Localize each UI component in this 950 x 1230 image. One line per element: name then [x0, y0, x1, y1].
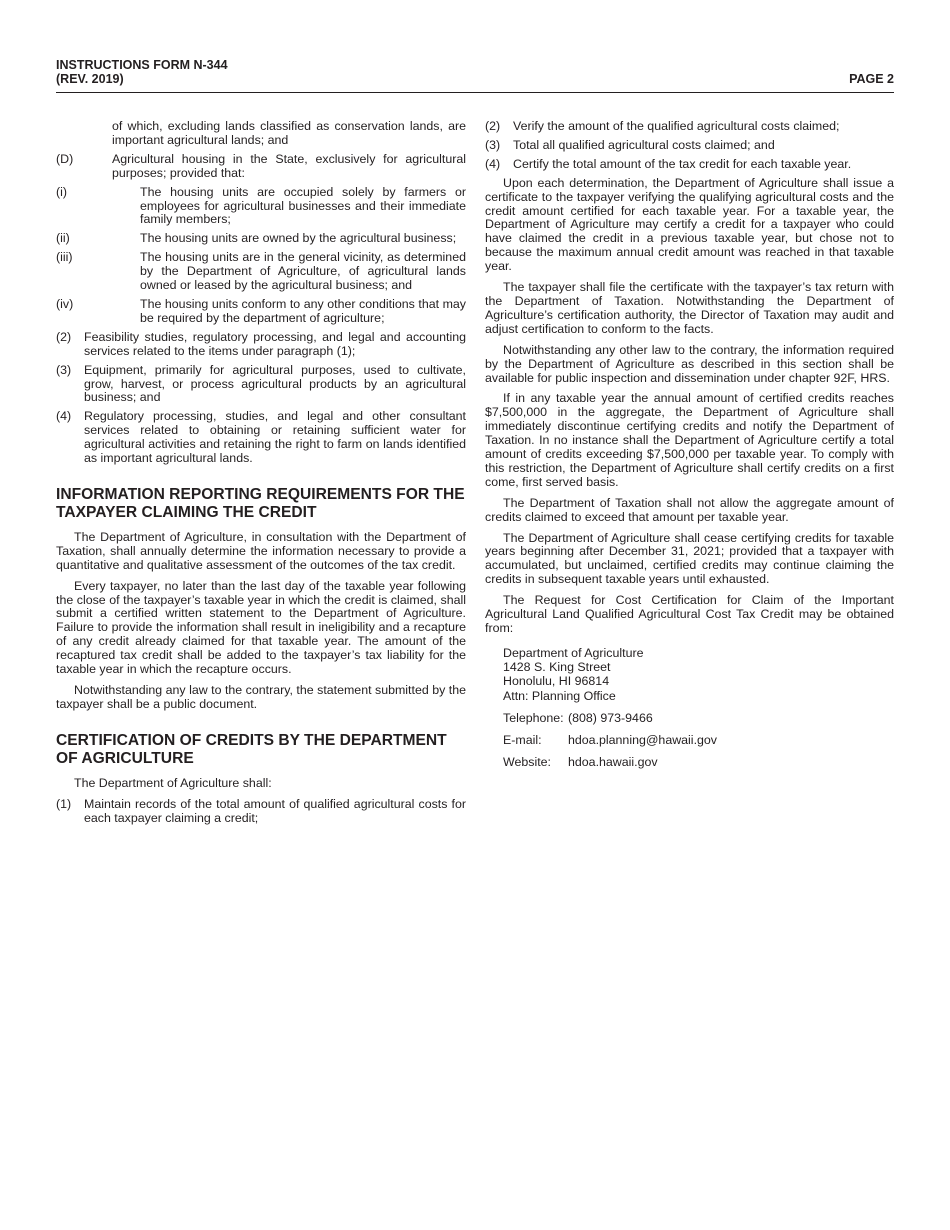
list-text: The housing units conform to any other conditions that may be required by the department of agriculture;: [140, 296, 466, 325]
telephone-label: Telephone:: [503, 710, 564, 725]
paragraph: The taxpayer shall file the certificate with the taxpayer’s tax return with the Department of Taxation. Notwithstanding the Department of Agriculture’s certification authority, the Director of Taxation may audit and adjust certification to conform to the facts.: [485, 280, 894, 336]
list-item-ii: [56, 232, 466, 246]
list-item-i: [56, 186, 466, 228]
list-number: (3): [485, 137, 501, 152]
list-text: Equipment, primarily for agricultural purposes, used to cultivate, grow, harvest, or process agricultural products by an agricultural business; and: [84, 362, 466, 405]
list-text: The housing units are occupied solely by farmers or employees for agricultural businesses and their immediate family members;: [140, 184, 466, 227]
list-number: (4): [485, 156, 501, 171]
paragraph: The Department of Agriculture shall cease certifying credits for taxable years beginning after December 31, 2021; provided that a taxpayer with accumulated, but unclaimed, certified credits may continue claiming the credits in subsequent taxable years until exhausted.: [485, 530, 894, 587]
list-item-3: [56, 364, 466, 406]
list-item-D: [56, 153, 466, 181]
paragraph: Upon each determination, the Department of Agriculture shall issue a certificate to the taxpayer verifying the qualifying agricultural costs and the credit amount certified for each taxable year. For a taxable year, the Department of Agriculture may certify a credit for a taxpayer who could have claimed the credit in a previous taxable year, but chose not to because the maximum annual credit amount was reached in that taxable year.: [485, 175, 894, 274]
telephone-row: [503, 711, 894, 725]
list-number: (3): [56, 362, 72, 377]
list-text: The housing units are owned by the agricultural business;: [140, 231, 457, 246]
list-item-iv: [56, 298, 466, 326]
paragraph: If in any taxable year the annual amount of certified credits reaches $7,500,000 in the aggregate, the Department of Agriculture shall immediately discontinue certifying credits and notify the Department of Taxation. In no instance shall the Department of Agriculture certify a total amount of credits exceeding $7,500,000 per taxable year. To comply with this restriction, the Department of Agriculture shall certify credits on a first come, first served basis.: [485, 391, 894, 489]
list-text: The housing units are in the general vicinity, as determined by the Department of Agriculture, of agricultural lands owned or leased by the agricultural business; and: [140, 250, 466, 293]
email-row: [503, 733, 894, 747]
list-number: (2): [485, 119, 501, 133]
form-revision: (REV. 2019): [56, 72, 124, 86]
address-line: Department of Agriculture: [503, 645, 644, 660]
list-number: (iv): [56, 296, 74, 311]
paragraph: Notwithstanding any law to the contrary, the statement submitted by the taxpayer shall be a public document.: [56, 683, 466, 711]
list-text: Regulatory processing, studies, and legal and other consultant services related to obtaining or retaining sufficient water for agricultural activities and retaining the right to farm on lands identified as important agricultural lands.: [84, 409, 466, 466]
address-line: Honolulu, HI 96814: [503, 674, 610, 689]
form-title: INSTRUCTIONS FORM N-344: [56, 58, 228, 72]
list-item-4: [485, 158, 894, 172]
right-column: [485, 120, 894, 769]
email-value[interactable]: hdoa.planning@hawaii.gov: [568, 732, 717, 747]
continued-text: of which, excluding lands classified as conservation lands, are important agricultural lands; and: [112, 119, 466, 147]
paragraph: The Department of Agriculture, in consultation with the Department of Taxation, shall annually determine the information necessary to provide a quantitative and qualitative assessment of the outcomes of the tax credit.: [56, 529, 466, 572]
paragraph: The Department of Agriculture shall:: [74, 775, 272, 790]
paragraph: Every taxpayer, no later than the last day of the taxable year following the close of the taxpayer’s taxable year in which the credit is claimed, shall submit a certified written statement to the Department of Agriculture. Failure to provide the information shall result in ineligibility and a recapture of any credit already claimed for that taxable year. The amount of the recaptured tax credit shall be added to the taxpayer’s tax liability for the taxable year in which the recapture occurs.: [56, 578, 466, 677]
list-item-4: [56, 410, 466, 466]
paragraph: Notwithstanding any other law to the contrary, the information required by the Department of Agriculture as described in this section shall be available for public inspection and dissemination under chapter 92F, HRS.: [485, 342, 894, 385]
list-text: Certify the total amount of the tax credit for each taxable year.: [513, 156, 852, 171]
list-number: (2): [56, 329, 72, 344]
list-number: (1): [56, 796, 72, 811]
website-value[interactable]: hdoa.hawaii.gov: [568, 755, 658, 770]
paragraph: The Request for Cost Certification for Claim of the Important Agricultural Land Qualified Agricultural Cost Tax Credit may be obtained from:: [485, 593, 894, 635]
left-column: [56, 120, 466, 831]
telephone-value: (808) 973-9466: [568, 710, 653, 725]
website-row: [503, 755, 894, 769]
section-heading-certification: CERTIFICATION OF CREDITS BY THE DEPARTMENT OF AGRICULTURE: [56, 731, 447, 768]
list-text: Maintain records of the total amount of qualified agricultural costs for each taxpayer claiming a credit;: [84, 796, 466, 825]
list-item-iii: [56, 251, 466, 293]
list-number: (i): [56, 184, 68, 199]
list-number: (4): [56, 409, 72, 424]
list-item-2: [56, 331, 466, 359]
section-heading-reporting: INFORMATION REPORTING REQUIREMENTS FOR THE TAXPAYER CLAIMING THE CREDIT: [56, 485, 465, 522]
list-text: Total all qualified agricultural costs claimed; and: [513, 137, 775, 152]
list-text: Feasibility studies, regulatory processing, and legal and accounting services related to the items under paragraph (1);: [84, 329, 466, 358]
contact-block: [485, 646, 894, 769]
list-item-1: [56, 798, 466, 826]
form-identifier: [56, 58, 228, 86]
list-text: Agricultural housing in the State, exclusively for agricultural purposes; provided that:: [112, 151, 466, 180]
address-line: Attn: Planning Office: [503, 688, 616, 703]
list-number: (iii): [56, 250, 73, 265]
list-item-3: [485, 139, 894, 153]
page-number: PAGE 2: [849, 72, 894, 86]
email-label: E-mail:: [503, 732, 542, 747]
address-line: 1428 S. King Street: [503, 660, 611, 675]
list-number: (D): [56, 151, 74, 166]
paragraph: The Department of Taxation shall not allow the aggregate amount of credits claimed to exceed that amount per taxable year.: [485, 495, 894, 524]
list-number: (ii): [56, 231, 70, 246]
list-item-2: [485, 120, 894, 134]
page-header: [56, 58, 894, 93]
list-text: Verify the amount of the qualified agricultural costs claimed;: [513, 119, 840, 133]
website-label: Website:: [503, 755, 551, 770]
